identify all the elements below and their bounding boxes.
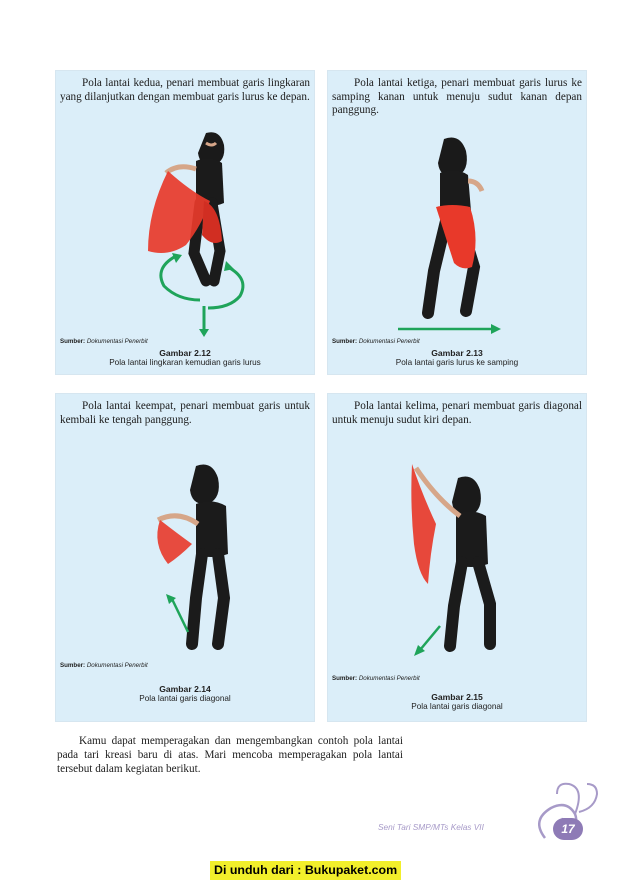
closing-paragraph: Kamu dapat memperagakan dan mengembangkan contoh pola lantai pada tari kreasi baru di atas. Mari mencoba memperagakan pola lantai tersebut dalam kegiatan berikut. — [57, 735, 403, 775]
dancer-figure — [157, 465, 228, 645]
dancer-photo — [56, 454, 314, 664]
dancer-photo — [328, 454, 586, 669]
figure-caption: Pola lantai garis diagonal — [411, 702, 503, 711]
figure-number: Gambar 2.14 — [159, 684, 211, 694]
panel-paragraph: Pola lantai kedua, penari membuat garis lingkaran yang dilanjutkan dengan membuat garis lurus ke depan. — [60, 77, 310, 103]
download-banner: Di unduh dari : Bukupaket.com — [210, 861, 401, 880]
panel-paragraph: Pola lantai keempat, penari membuat garis untuk kembali ke tengah panggung. — [60, 400, 310, 426]
source-credit: Sumber: Dokumentasi Penerbit — [60, 662, 148, 669]
figure-caption: Pola lantai lingkaran kemudian garis lurus — [109, 358, 261, 367]
figure-panel-2-12 — [55, 70, 315, 375]
source-credit: Sumber: Dokumentasi Penerbit — [332, 338, 420, 345]
figure-panel-2-14 — [55, 393, 315, 722]
figure-caption: Pola lantai garis diagonal — [139, 694, 231, 703]
dancer-photo — [56, 121, 314, 346]
panel-paragraph: Pola lantai kelima, penari membuat garis diagonal untuk menuju sudut kiri depan. — [332, 400, 582, 426]
figure-panel-2-13 — [327, 70, 587, 375]
decorative-swirl-icon — [505, 778, 605, 848]
arrow-diagonal — [172, 599, 188, 632]
dancer-figure — [148, 132, 224, 281]
dancer-figure — [411, 464, 490, 646]
source-credit: Sumber: Dokumentasi Penerbit — [60, 338, 148, 345]
dancer-photo — [328, 121, 586, 346]
figure-caption: Pola lantai garis lurus ke samping — [395, 358, 519, 367]
figure-number: Gambar 2.13 — [431, 348, 483, 358]
figure-number: Gambar 2.12 — [159, 348, 211, 358]
figure-panel-2-15 — [327, 393, 587, 722]
dancer-figure — [428, 138, 482, 314]
page-number: 17 — [553, 818, 583, 840]
panel-paragraph: Pola lantai ketiga, penari membuat garis lurus ke samping kanan untuk menuju sudut kanan depan panggung. — [332, 77, 582, 117]
source-credit: Sumber: Dokumentasi Penerbit — [332, 675, 420, 682]
figure-number: Gambar 2.15 — [431, 692, 483, 702]
arrow-diagonal — [420, 626, 440, 650]
book-title: Seni Tari SMP/MTs Kelas VII — [378, 822, 484, 832]
